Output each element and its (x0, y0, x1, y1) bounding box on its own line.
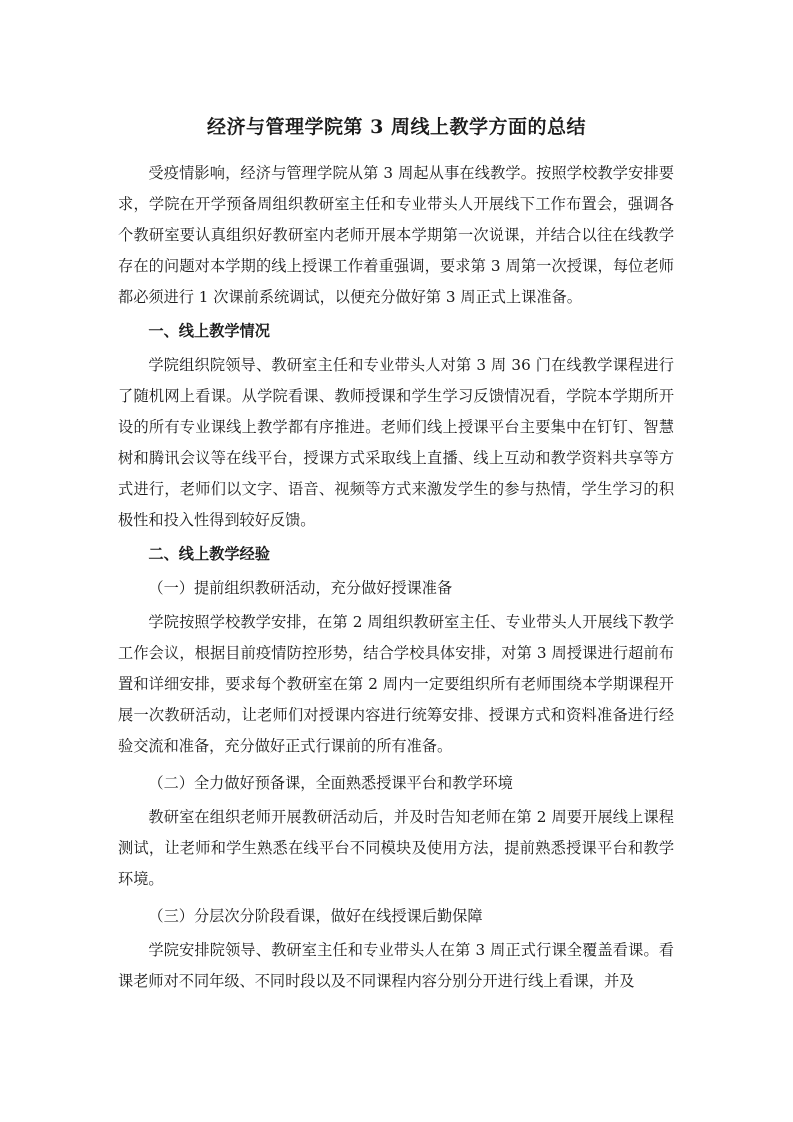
subsection-heading-1: （一）提前组织教研活动，充分做好授课准备 (148, 579, 453, 597)
subsection-paragraph-3: 学院安排院领导、教研室主任和专业带头人在第 3 周正式行课全覆盖看课。看课老师对不同年级、不同时段以及不同课程内容分别分开进行线上看课，并及 (118, 941, 674, 990)
subsection-paragraph-2: 教研室在组织老师开展教研活动后，并及时告知老师在第 2 周要开展线上课程测试，让老师和学生熟悉在线平台不同模块及使用方法，提前熟悉授课平台和教学环境。 (118, 808, 674, 888)
subsection-heading-3: （三）分层次分阶段看课，做好在线授课后勤保障 (148, 907, 483, 925)
section-heading-online-teaching-experience: 二、线上教学经验 (148, 545, 270, 563)
intro-paragraph: 受疫情影响，经济与管理学院从第 3 周起从事在线教学。按照学校教学安排要求，学院在开学预备周组织教研室主任和专业带头人开展线下工作布置会，强调各个教研室要认真组织好教研室内老师开展本学期第一次说课，并结合以往在线教学存在的问题对本学期的线上授课工作着重强调，要求第 3 周第一次授课，每位老师都必须进行 1 次课前系统调试，以便充分做好第 3 周正式上课准备。 (118, 164, 674, 306)
subsection-heading-2: （二）全力做好预备课，全面熟悉授课平台和教学环境 (148, 774, 513, 792)
page-title: 经济与管理学院第 3 周线上教学方面的总结 (207, 116, 586, 138)
document-body (118, 158, 674, 997)
section-paragraph-online-teaching-status: 学院组织院领导、教研室主任和专业带头人对第 3 周 36 门在线教学课程进行了随机网上看课。从学院看课、教师授课和学生学习反馈情况看，学院本学期所开设的所有专业课线上教学都有序推进。老师们线上授课平台主要集中在钉钉、智慧树和腾讯会议等在线平台，授课方式采取线上直播、线上互动和教学资料共享等方式进行，老师们以文字、语音、视频等方式来激发学生的参与热情，学生学习的积极性和投入性得到较好反馈。 (118, 356, 674, 529)
subsection-paragraph-1: 学院按照学校教学安排，在第 2 周组织教研室主任、专业带头人开展线下教学工作会议，根据目前疫情防控形势，结合学校具体安排，对第 3 周授课进行超前布置和详细安排，要求每个教研室在第 2 周内一定要组织所有老师围绕本学期课程开展一次教研活动，让老师们对授课内容进行统筹安排、授课方式和资料准备进行经验交流和准备，充分做好正式行课前的所有准备。 (118, 613, 674, 755)
section-heading-online-teaching-status: 一、线上教学情况 (148, 322, 270, 340)
